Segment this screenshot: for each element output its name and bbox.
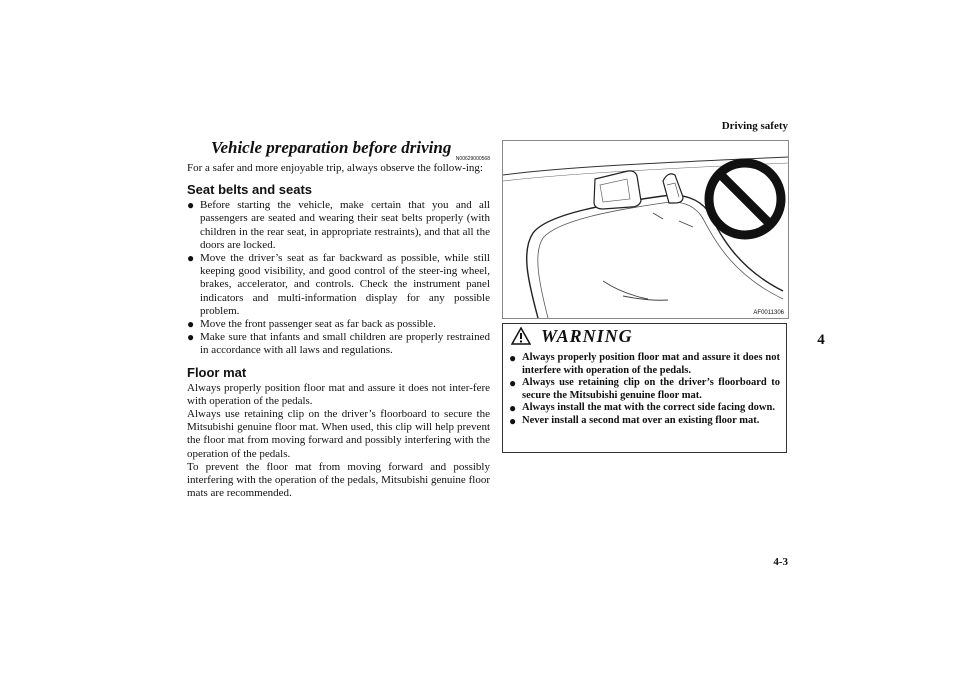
bullet-icon: ● [187, 330, 195, 345]
bullet-icon: ● [509, 376, 517, 390]
bullet-icon: ● [187, 198, 195, 213]
list-item: ● Move the front passenger seat as far back as possible. [187, 317, 436, 332]
page-title: Vehicle preparation before driving [211, 138, 452, 157]
figure-code: AF0011306 [753, 310, 784, 316]
list-item: ● Make sure that infants and small children are properly restrained in accordance with all laws and regulations. [187, 330, 490, 357]
list-item: ● Move the driver’s seat as far backward as possible, while still keeping good visibility, and good control of the steer-ing wheel, brakes, accelerator, and controls. Check the instrument panel indicators and multi-information display for any possible problem. [187, 251, 490, 317]
floor-mat-paragraph: Always use retaining clip on the driver’s floorboard to secure the Mitsubishi genuine floor mat. When used, this clip will help prevent the floor mat from moving forward and possibly interfering with the operation of the pedals. [187, 408, 490, 460]
warning-title: WARNING [541, 325, 633, 346]
bullet-icon: ● [187, 317, 195, 332]
warning-list [509, 352, 780, 427]
bullet-icon: ● [509, 351, 517, 365]
list-item: ● Always install the mat with the correct side facing down. [509, 401, 775, 415]
reference-code: N00629000568 [455, 156, 490, 162]
floor-mat-paragraph: To prevent the floor mat from moving forward and possibly interfering with the operation of the pedals, Mitsubishi genuine floor mats are recommended. [187, 460, 490, 500]
intro-text: For a safer and more enjoyable trip, always observe the follow-ing: [187, 162, 483, 174]
floor-mat-drawing [503, 141, 788, 318]
bullet-icon: ● [187, 251, 195, 266]
warning-triangle-icon [511, 327, 531, 345]
list-item: ● Before starting the vehicle, make certain that you and all passengers are seated and wearing their seat belts properly (with children in the rear seat, in appropriate restraints), and that all the doors are locked. [187, 198, 490, 251]
list-item: ● Never install a second mat over an existing floor mat. [509, 413, 760, 428]
seat-belts-section-title: Seat belts and seats [187, 182, 312, 198]
page-number: 4-3 [773, 556, 788, 568]
main-column [187, 138, 490, 500]
list-item: ● Always use retaining clip on the driver’s floorboard to secure the Mitsubishi genuine floor mat. [509, 376, 780, 401]
seat-belts-list [187, 199, 490, 357]
floor-mat-paragraph: Always properly position floor mat and assure it does not inter-fere with operation of the pedals. [187, 381, 490, 407]
warning-box [502, 323, 787, 453]
floor-mat-section-title: Floor mat [187, 364, 247, 380]
bullet-icon: ● [509, 413, 517, 428]
bullet-icon: ● [509, 401, 517, 415]
list-item: ● Always properly position floor mat and assure it does not interfere with operation of the pedals. [509, 351, 780, 376]
warning-header [503, 324, 786, 348]
floor-mat-illustration [502, 140, 789, 319]
chapter-tab: 4 [817, 332, 825, 348]
running-header: Driving safety [721, 120, 788, 132]
